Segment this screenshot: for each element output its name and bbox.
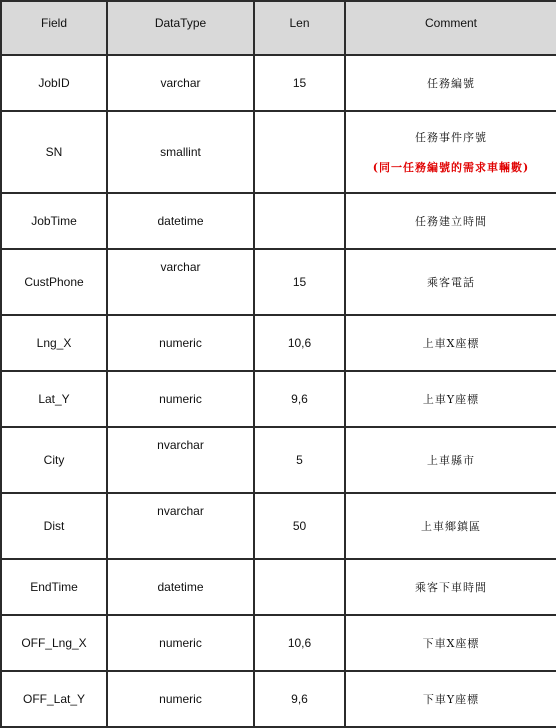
comment-cell: 下車X座標 bbox=[345, 615, 556, 671]
len-cell bbox=[254, 111, 345, 193]
len-cell bbox=[254, 559, 345, 615]
field-cell: City bbox=[1, 427, 107, 493]
header-field: Field bbox=[1, 1, 107, 55]
table-row bbox=[1, 55, 556, 111]
comment-cell bbox=[345, 111, 556, 193]
len-cell: 9,6 bbox=[254, 371, 345, 427]
len-cell: 15 bbox=[254, 249, 345, 315]
table-row bbox=[1, 559, 556, 615]
table-row bbox=[1, 193, 556, 249]
table-row bbox=[1, 371, 556, 427]
table-row bbox=[1, 427, 556, 493]
field-cell: EndTime bbox=[1, 559, 107, 615]
comment-cell: 乘客電話 bbox=[345, 249, 556, 315]
field-cell: OFF_Lat_Y bbox=[1, 671, 107, 727]
datatype-cell: datetime bbox=[107, 193, 254, 249]
table-row bbox=[1, 249, 556, 315]
len-cell: 50 bbox=[254, 493, 345, 559]
comment-note: (同一任務編號的需求車輛數) bbox=[372, 161, 530, 174]
comment-cell: 乘客下車時間 bbox=[345, 559, 556, 615]
field-cell: OFF_Lng_X bbox=[1, 615, 107, 671]
len-cell bbox=[254, 193, 345, 249]
comment-cell: 任務編號 bbox=[345, 55, 556, 111]
header-len: Len bbox=[254, 1, 345, 55]
field-cell: Lat_Y bbox=[1, 371, 107, 427]
len-cell: 5 bbox=[254, 427, 345, 493]
table-row bbox=[1, 315, 556, 371]
field-cell: JobID bbox=[1, 55, 107, 111]
table-row bbox=[1, 671, 556, 727]
datatype-cell: numeric bbox=[107, 371, 254, 427]
datatype-cell: numeric bbox=[107, 315, 254, 371]
datatype-cell: varchar bbox=[107, 55, 254, 111]
comment-cell: 任務建立時間 bbox=[345, 193, 556, 249]
comment-cell: 上車Y座標 bbox=[345, 371, 556, 427]
comment-cell: 下車Y座標 bbox=[345, 671, 556, 727]
datatype-cell: datetime bbox=[107, 559, 254, 615]
field-cell: Dist bbox=[1, 493, 107, 559]
len-cell: 15 bbox=[254, 55, 345, 111]
len-cell: 10,6 bbox=[254, 615, 345, 671]
field-cell: Lng_X bbox=[1, 315, 107, 371]
field-cell: SN bbox=[1, 111, 107, 193]
table-row bbox=[1, 615, 556, 671]
datatype-cell: nvarchar bbox=[107, 493, 254, 559]
header-row bbox=[1, 1, 556, 55]
field-cell: JobTime bbox=[1, 193, 107, 249]
comment-cell: 上車縣市 bbox=[345, 427, 556, 493]
datatype-cell: smallint bbox=[107, 111, 254, 193]
datatype-cell: nvarchar bbox=[107, 427, 254, 493]
len-cell: 9,6 bbox=[254, 671, 345, 727]
table-row bbox=[1, 493, 556, 559]
len-cell: 10,6 bbox=[254, 315, 345, 371]
field-cell: CustPhone bbox=[1, 249, 107, 315]
comment-text: 任務事件序號 bbox=[415, 131, 487, 144]
header-datatype: DataType bbox=[107, 1, 254, 55]
comment-cell: 上車鄉鎮區 bbox=[345, 493, 556, 559]
comment-cell: 上車X座標 bbox=[345, 315, 556, 371]
datatype-cell: numeric bbox=[107, 671, 254, 727]
table-row bbox=[1, 111, 556, 193]
datatype-cell: numeric bbox=[107, 615, 254, 671]
header-comment: Comment bbox=[345, 1, 556, 55]
datatype-cell: varchar bbox=[107, 249, 254, 315]
